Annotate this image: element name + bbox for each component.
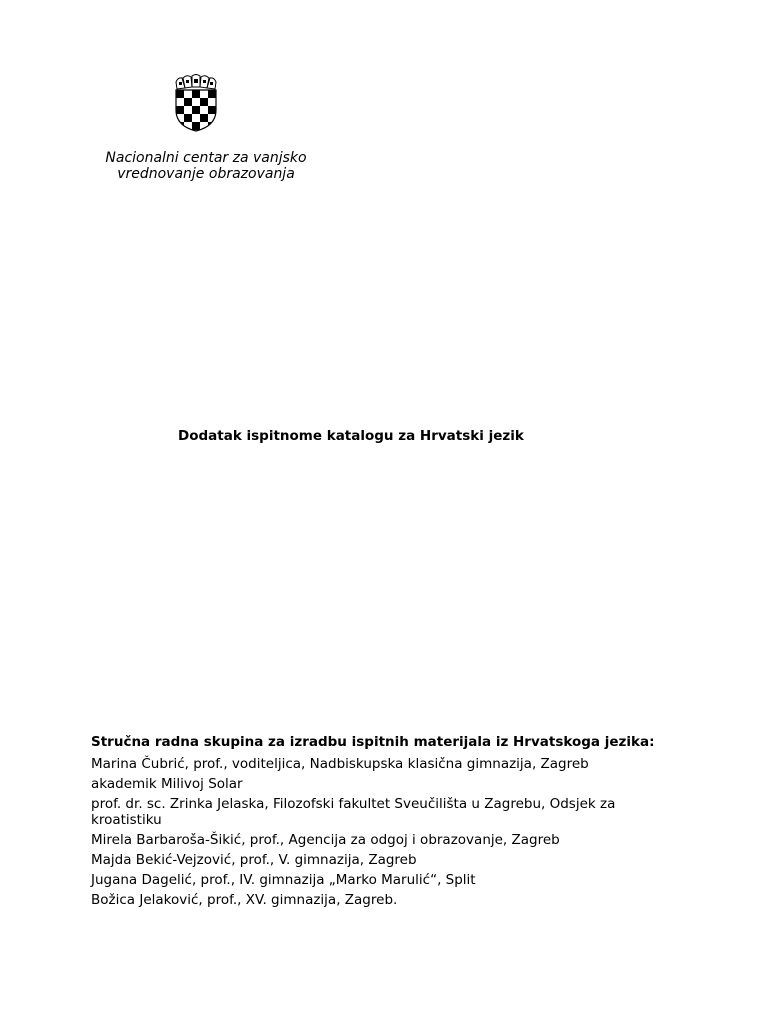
institution-name	[84, 150, 328, 182]
institution-line-2: vrednovanje obrazovanja	[117, 166, 295, 182]
working-group	[91, 734, 681, 912]
working-group-heading: Stručna radna skupina za izradbu ispitnih materijala iz Hrvatskoga jezika:	[91, 734, 655, 750]
member-item: Marina Čubrić, prof., voditeljica, Nadbiskupska klasična gimnazija, Zagreb	[91, 756, 589, 772]
member-item: akademik Milivoj Solar	[91, 776, 243, 792]
member-item: Mirela Barbaroša-Šikić, prof., Agencija za odgoj i obrazovanje, Zagreb	[91, 832, 560, 848]
croatian-coat-of-arms-icon	[172, 74, 220, 132]
member-item: prof. dr. sc. Zrinka Jelaska, Filozofski fakultet Sveučilišta u Zagrebu, Odsjek za kroatistiku	[91, 796, 616, 828]
member-item: Jugana Dagelić, prof., IV. gimnazija „Marko Marulić“, Split	[91, 872, 476, 888]
member-item: Božica Jelaković, prof., XV. gimnazija, Zagreb.	[91, 892, 398, 908]
member-item: Majda Bekić-Vejzović, prof., V. gimnazija, Zagreb	[91, 852, 417, 868]
document-title: Dodatak ispitnome katalogu za Hrvatski jezik	[178, 428, 524, 444]
member-list	[91, 756, 681, 908]
institution-line-1: Nacionalni centar za vanjsko	[105, 150, 307, 166]
